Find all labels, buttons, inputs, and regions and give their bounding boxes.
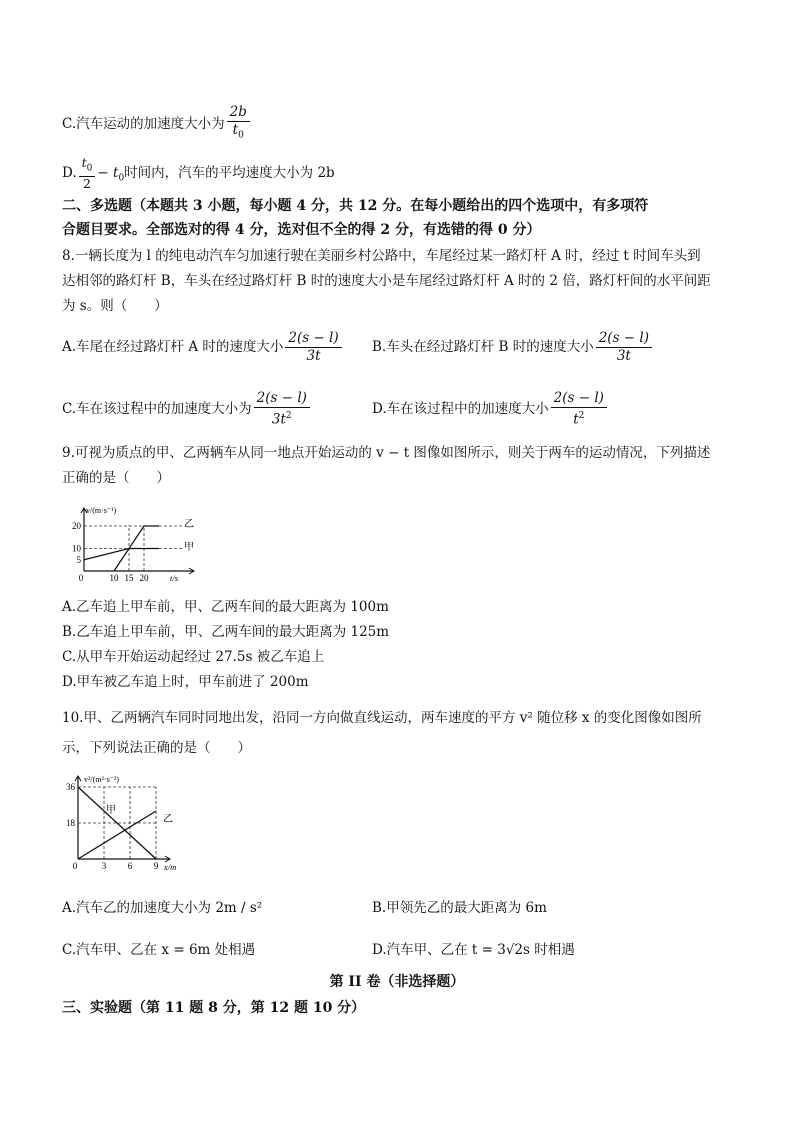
q9-option-a: A.乙车追上甲车前，甲、乙两车间的最大距离为 100m [62,599,389,615]
q8-option-d [372,390,609,429]
section2-heading-line2: 合题目要求。全部选对的得 4 分，选对但不全的得 2 分，有选错的得 0 分） [62,222,541,238]
q9-option-b: B.乙车追上甲车前，甲、乙两车间的最大距离为 125m [62,624,390,640]
y-tick-label: 18 [66,818,75,828]
x-tick-label: 9 [153,861,159,871]
q8-option-a-fraction [285,330,341,365]
frac-denominator-exponent: 2 [578,411,585,421]
frac-numerator: t [81,155,87,170]
series-label: 乙 [184,519,194,530]
q10-option-d: D.汽车甲、乙在 t = 3√2s 时相遇 [372,942,575,958]
q9-vt-chart [60,500,210,590]
frac-denominator: 3t [306,348,321,364]
frac-denominator: t [232,122,239,138]
q10-option-a: A.汽车乙的加速度大小为 2m / s² [62,900,263,916]
q8-option-c [62,390,312,429]
y-tick-label: 36 [66,782,75,792]
frac-numerator: 2(s − l) [256,390,307,406]
y-tick-label: 20 [72,521,81,531]
y-tick-label: 5 [76,554,81,565]
x-tick-label: 20 [139,573,149,583]
frac-denominator: 3t [616,348,631,364]
q8-option-b [372,330,654,365]
x-tick-label: 6 [127,861,133,871]
q10-stem-line2: 示，下列说法正确的是（ ） [62,740,251,756]
q7-option-d-text: 时间内，汽车的平均速度大小为 2b [124,164,335,181]
frac-denominator: t [573,411,579,428]
q9-stem-line1: 9.可视为质点的甲、乙两辆车从同一地点开始运动的 v − t 图像如图所示，则关于两车的运动情况，下列描述 [62,445,711,461]
q7-option-c-fraction [227,104,250,145]
q10-stem-line1: 10.甲、乙两辆汽车同时同地出发，沿同一方向做直线运动，两车速度的平方 v² 随位移 x 的变化图像如图所 [62,710,702,726]
frac-denominator: 2 [83,175,91,191]
series-label: 乙 [163,814,173,825]
section2-heading-line1: 二、多选题（本题共 3 小题，每小题 4 分，共 12 分。在每小题给出的四个选项中，有多项符 [62,198,649,214]
x-axis-label: x/m [164,862,177,872]
frac-numerator: 2(s − l) [288,330,339,346]
q9-stem-line2: 正确的是（ ） [62,470,170,486]
frac-numerator: 2(s − l) [598,330,649,346]
q8-option-a [62,330,344,365]
q10-v2x-chart [60,770,200,880]
frac-numerator: 2(s − l) [553,390,604,406]
q7-option-d-minus: − t [97,164,119,181]
q7-option-d [62,156,335,191]
y-tick-label: 10 [72,543,81,554]
q7-option-d-fraction [79,156,96,191]
x-tick-label: 15 [124,573,134,583]
frac-numerator: 2b [229,104,247,120]
q8-option-c-text: C.车在该过程中的加速度大小为 [62,400,252,417]
frac-denominator: 3t [271,411,286,428]
q7-option-d-minus-subscript: 0 [118,173,125,184]
frac-denominator-subscript: 0 [238,130,244,141]
q10-option-b: B.甲领先乙的最大距离为 6m [372,900,547,916]
x-tick-label: 0 [72,861,78,871]
q8-stem-line3: 为 s。则（ ） [62,298,168,314]
x-axis-label: t/s [170,573,179,583]
section3-heading: 三、实验题（第 11 题 8 分，第 12 题 10 分） [62,1000,366,1016]
q8-stem-line2: 达相邻的路灯杆 B，车头在经过路灯杆 B 时的速度大小是车尾经过路灯杆 A 时的 2 倍，路灯杆间的水平间距 [62,273,711,289]
x-tick-label: 0 [78,573,84,583]
q9-option-d: D.甲车被乙车追上时，甲车前进了 200m [62,674,309,690]
q7-option-c [62,104,252,145]
x-tick-label: 10 [109,573,119,583]
frac-denominator-exponent: 2 [285,411,292,421]
q8-option-b-fraction [596,330,652,365]
q8-option-d-fraction [551,390,607,429]
q8-option-c-fraction [254,390,310,429]
series-line-yi [78,811,156,859]
frac-numerator-subscript: 0 [86,163,93,174]
q9-option-c: C.从甲车开始运动起经过 27.5s 被乙车追上 [62,649,325,665]
series-label: 甲 [106,805,116,816]
part2-title: 第 II 卷（非选择题） [329,974,465,990]
y-axis-label: v²/(m²·s⁻²) [84,775,119,784]
x-tick-label: 3 [101,861,107,871]
q8-option-d-text: D.车在该过程中的加速度大小 [372,400,549,417]
series-label: 甲 [184,542,194,553]
q10-option-c: C.汽车甲、乙在 x = 6m 处相遇 [62,942,256,958]
series-line-jia [84,549,159,560]
q7-option-d-prefix: D. [62,164,77,181]
y-axis-label: v/(m·s⁻¹) [86,506,117,515]
q8-option-b-text: B.车头在经过路灯杆 B 时的速度大小 [372,339,594,355]
q7-option-c-text: C.汽车运动的加速度大小为 [62,115,225,132]
q8-option-a-text: A.车尾在经过路灯杆 A 时的速度大小 [62,339,284,355]
q8-stem-line1: 8.一辆长度为 l 的纯电动汽车匀加速行驶在美丽乡村公路中，车尾经过某一路灯杆 A 时，经过 t 时间车头到 [62,248,701,264]
